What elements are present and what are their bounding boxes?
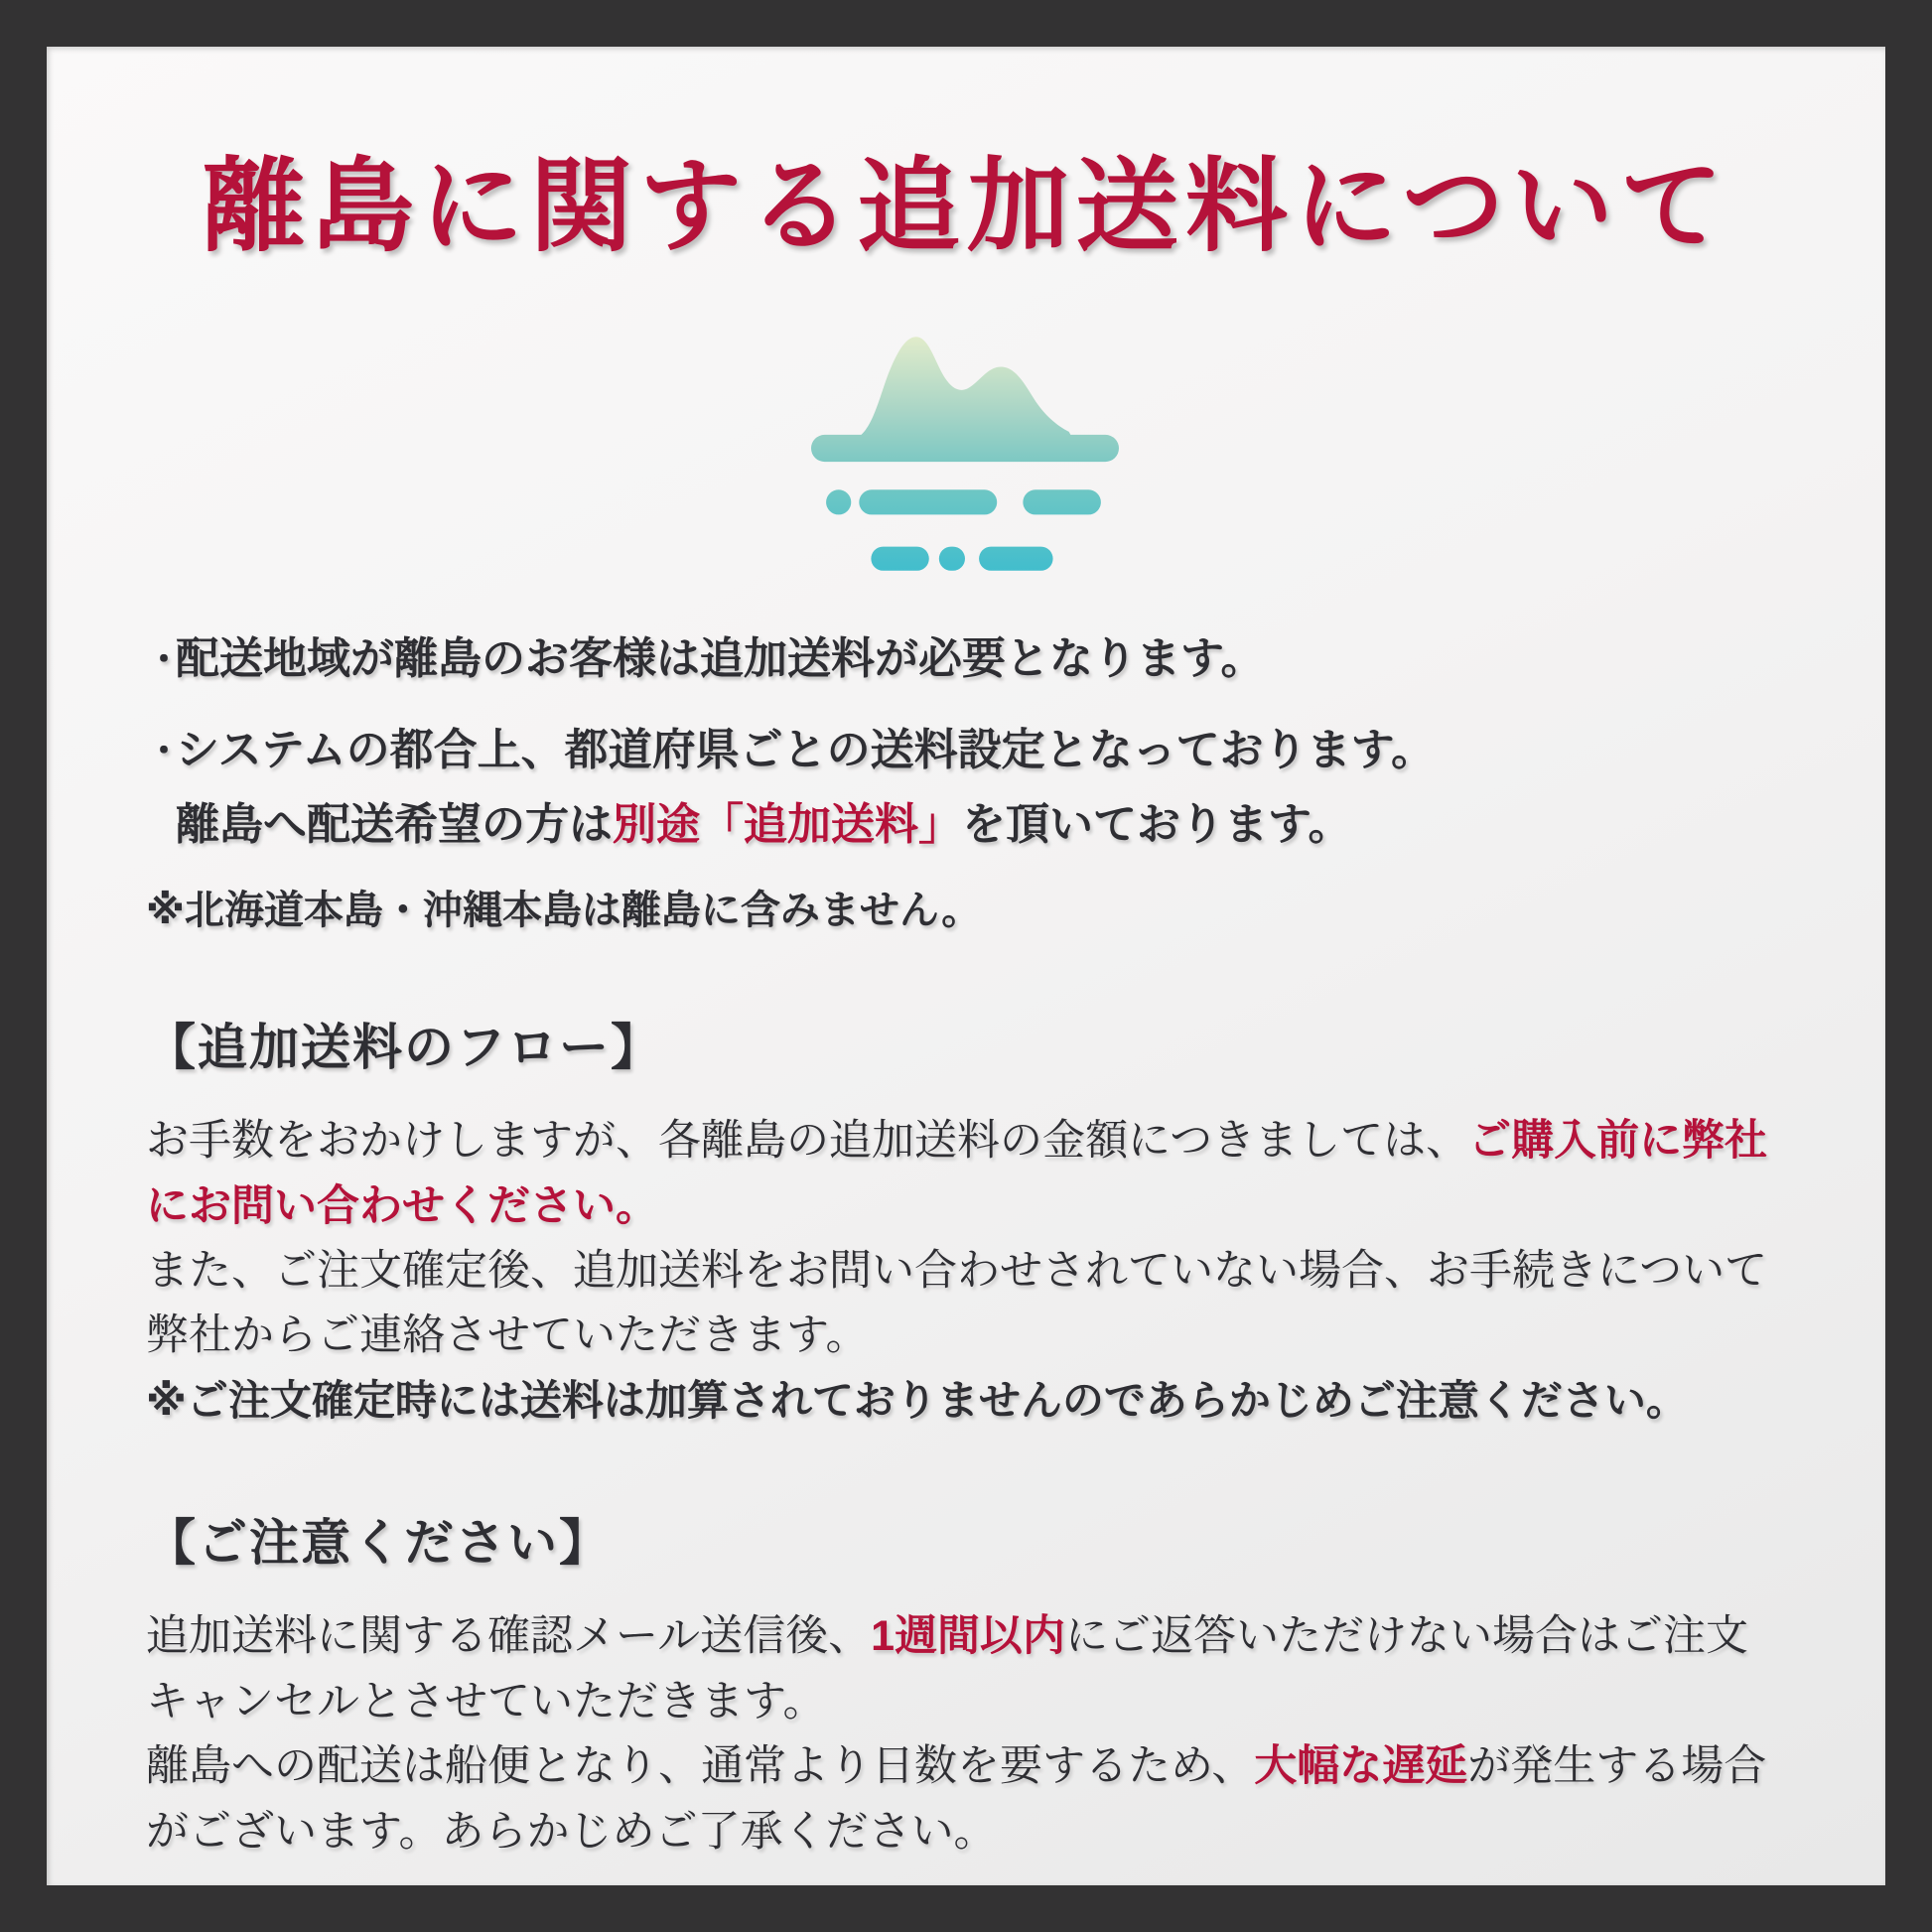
section-flow-paragraph-1: [146, 1109, 1786, 1239]
section-flow-heading: 【追加送料のフロー】: [146, 1020, 662, 1076]
bullet-marker: ・: [146, 638, 183, 680]
bullet-text: 配送地域が離島のお客様は追加送料が必要となります。: [176, 634, 1265, 684]
island-icon: [811, 323, 1121, 573]
section-flow: [146, 1008, 1786, 1432]
caution-p2-post: が発生する場合がございます。あらかじめご了承ください。: [146, 1742, 1767, 1856]
bullet-marker: ・: [146, 729, 183, 770]
caution-p1-pre: 追加送料に関する確認メール送信後、: [146, 1612, 872, 1661]
section-caution-paragraph-1: [146, 1604, 1786, 1734]
caution-p2-pre: 離島への配送は船便となり、通常より日数を要するため、: [146, 1742, 1255, 1791]
bullet-line-2-post: を頂いております。: [962, 800, 1352, 850]
note-hokkaido-okinawa: ※北海道本島・沖縄本島は離島に含みません。: [146, 889, 982, 933]
page-title: 離島に関する追加送料について: [203, 149, 1729, 263]
flow-p1-black: お手数をおかけしますが、各離島の追加送料の金額につきましては、: [146, 1117, 1469, 1166]
section-caution-heading: 【ご注意ください】: [146, 1515, 611, 1572]
bullet-line-1: システムの都合上、都道府県ごとの送料設定となっております。: [176, 725, 1436, 774]
note-no-fee-at-order: ※ご注文確定時には送料は加算されておりませんのであらかじめご注意ください。: [146, 1376, 1688, 1424]
island-shape: [811, 338, 1119, 463]
island-icon-svg: [811, 323, 1121, 573]
bullet-list: [146, 630, 1786, 936]
notice-card: [47, 47, 1885, 1885]
section-flow-paragraph-2: また、ご注文確定後、追加送料をお問い合わせされていない場合、お手続きについて弊社からご連絡させていただきます。: [146, 1246, 1768, 1360]
bullet-text: [176, 722, 1786, 853]
section-caution: [146, 1503, 1786, 1863]
bullet-item-system: [146, 722, 1786, 853]
caution-p1-post: にご返答いただけない場合はご注文キャンセルとさせていただきます。: [146, 1612, 1749, 1725]
highlight-one-week: 1週間以内: [871, 1612, 1066, 1661]
water-lines: [826, 490, 1101, 572]
highlight-major-delay: 大幅な遅延: [1254, 1742, 1468, 1791]
bullet-line-2: [176, 796, 1786, 853]
highlight-contact-before-purchase: ご購入前に弊社にお問い合わせください。: [146, 1117, 1768, 1230]
bullet-item-delivery-area: [146, 630, 1786, 688]
bullet-line-2-pre: 離島へ配送希望の方は: [176, 800, 613, 850]
section-caution-paragraph-2: [146, 1734, 1786, 1864]
highlight-additional-fee: 別途「追加送料」: [613, 800, 962, 850]
